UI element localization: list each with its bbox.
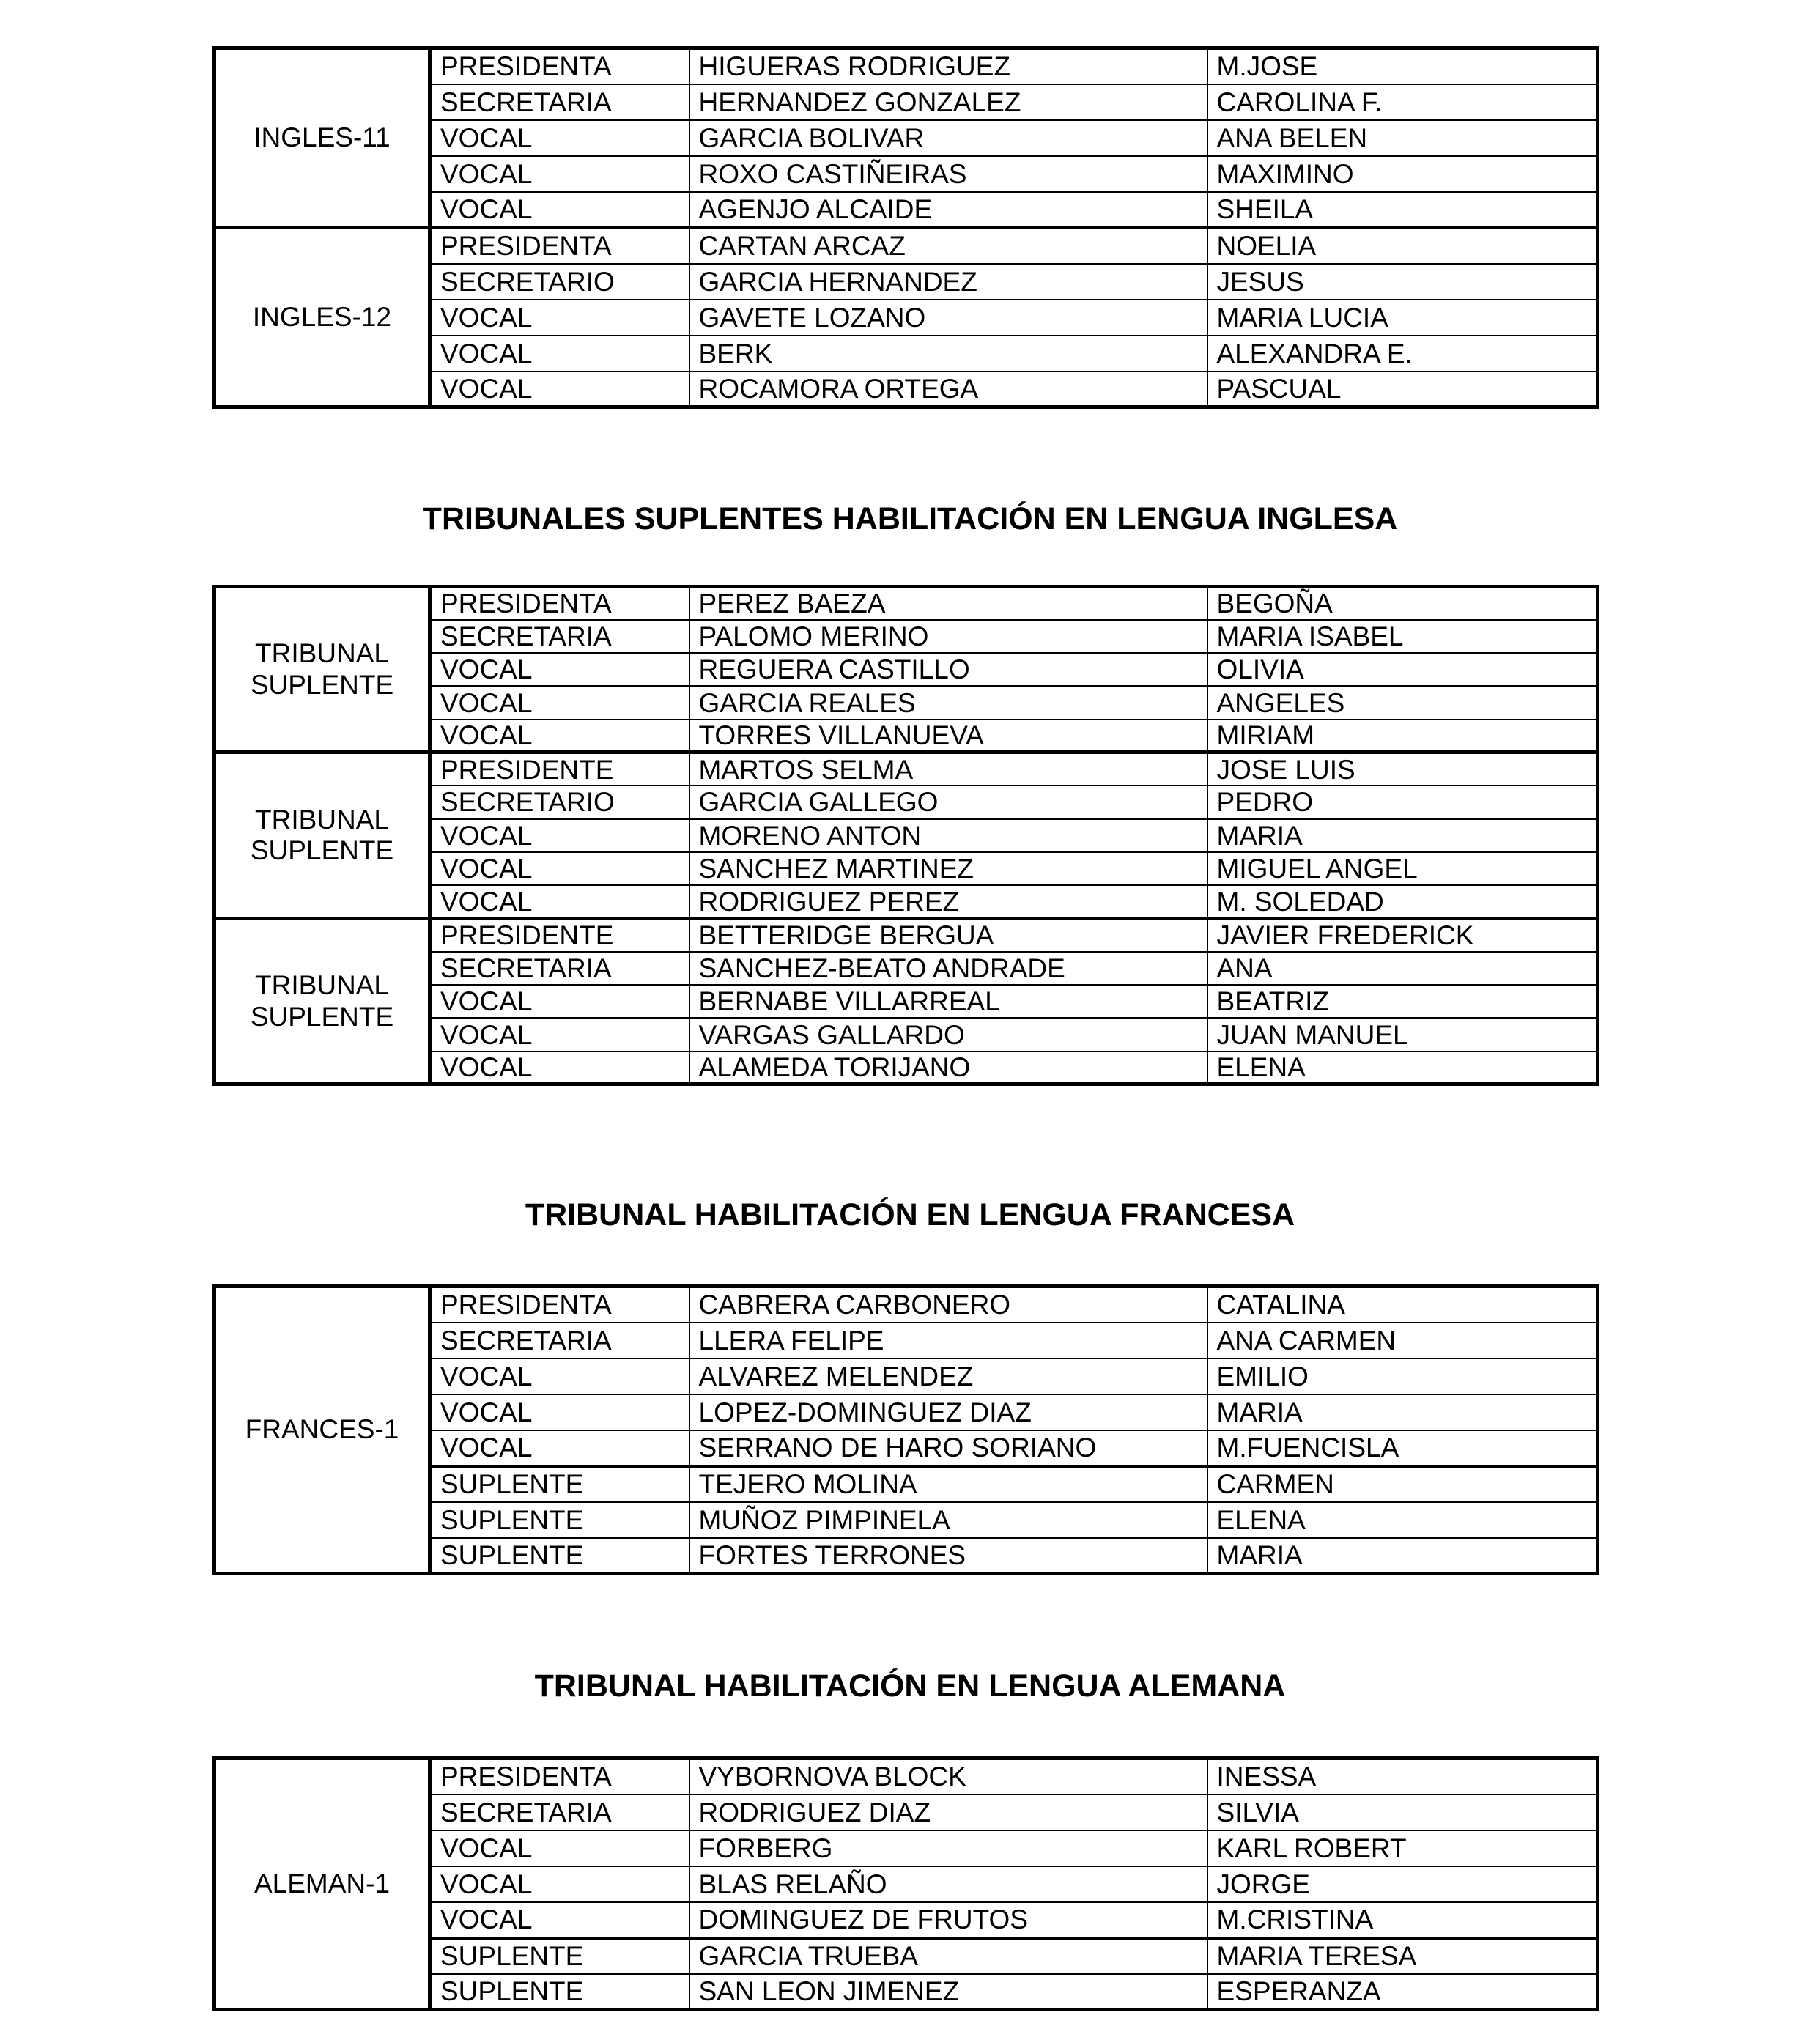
- table-ingles-11-12: [212, 46, 1599, 409]
- member-surname: RODRIGUEZ DIAZ: [689, 1794, 1207, 1830]
- member-role: VOCAL: [430, 985, 689, 1018]
- member-role: VOCAL: [430, 1018, 689, 1051]
- table-row: [215, 753, 1598, 785]
- member-name: M. SOLEDAD: [1207, 885, 1598, 918]
- member-role: VOCAL: [430, 1358, 689, 1394]
- member-surname: TEJERO MOLINA: [689, 1466, 1207, 1502]
- member-name: ALEXANDRA E.: [1207, 336, 1598, 371]
- table-tribunal-frances: [212, 1284, 1599, 1575]
- table-row: [215, 228, 1598, 264]
- member-name: CATALINA: [1207, 1287, 1598, 1323]
- tribunal-label: INGLES-12: [215, 228, 430, 407]
- member-surname: SANCHEZ-BEATO ANDRADE: [689, 952, 1207, 985]
- member-role: PRESIDENTE: [430, 753, 689, 785]
- member-role: PRESIDENTA: [430, 228, 689, 264]
- member-role: VOCAL: [430, 819, 689, 852]
- member-surname: GARCIA BOLIVAR: [689, 120, 1207, 156]
- member-role: SECRETARIA: [430, 84, 689, 120]
- member-role: PRESIDENTE: [430, 918, 689, 951]
- member-role: VOCAL: [430, 371, 689, 407]
- member-surname: BERNABE VILLARREAL: [689, 985, 1207, 1018]
- member-surname: LOPEZ-DOMINGUEZ DIAZ: [689, 1394, 1207, 1430]
- member-surname: CABRERA CARBONERO: [689, 1287, 1207, 1323]
- member-role: SECRETARIA: [430, 620, 689, 653]
- member-role: VOCAL: [430, 192, 689, 228]
- member-role: VOCAL: [430, 1866, 689, 1902]
- member-surname: ROCAMORA ORTEGA: [689, 371, 1207, 407]
- member-name: MIGUEL ANGEL: [1207, 852, 1598, 885]
- member-surname: MUÑOZ PIMPINELA: [689, 1502, 1207, 1538]
- tribunal-label: TRIBUNAL SUPLENTE: [215, 918, 430, 1084]
- tribunal-label: TRIBUNAL SUPLENTE: [215, 753, 430, 918]
- member-role: VOCAL: [430, 852, 689, 885]
- member-name: EMILIO: [1207, 1358, 1598, 1394]
- member-role: VOCAL: [430, 1430, 689, 1466]
- member-surname: GARCIA GALLEGO: [689, 785, 1207, 818]
- member-surname: GARCIA REALES: [689, 686, 1207, 719]
- member-role: VOCAL: [430, 1051, 689, 1084]
- member-surname: VYBORNOVA BLOCK: [689, 1759, 1207, 1794]
- tribunal-label: FRANCES-1: [215, 1287, 430, 1574]
- member-surname: SERRANO DE HARO SORIANO: [689, 1430, 1207, 1466]
- member-surname: DOMINGUEZ DE FRUTOS: [689, 1902, 1207, 1938]
- member-name: MARIA: [1207, 819, 1598, 852]
- member-role: SECRETARIA: [430, 952, 689, 985]
- member-role: SUPLENTE: [430, 1466, 689, 1502]
- member-role: VOCAL: [430, 1902, 689, 1938]
- member-role: SUPLENTE: [430, 1974, 689, 2010]
- table-row: [215, 1759, 1598, 1794]
- member-surname: VARGAS GALLARDO: [689, 1018, 1207, 1051]
- member-surname: SANCHEZ MARTINEZ: [689, 852, 1207, 885]
- member-name: JAVIER FREDERICK: [1207, 918, 1598, 951]
- member-name: OLIVIA: [1207, 653, 1598, 686]
- member-name: MARIA: [1207, 1538, 1598, 1574]
- member-name: ANA: [1207, 952, 1598, 985]
- table-row: [215, 918, 1598, 951]
- member-name: MARIA: [1207, 1394, 1598, 1430]
- member-name: BEGOÑA: [1207, 587, 1598, 620]
- table-row: [215, 587, 1598, 620]
- member-surname: ROXO CASTIÑEIRAS: [689, 156, 1207, 192]
- member-surname: GARCIA TRUEBA: [689, 1938, 1207, 1974]
- member-surname: MORENO ANTON: [689, 819, 1207, 852]
- member-role: PRESIDENTA: [430, 587, 689, 620]
- tribunal-label: TRIBUNAL SUPLENTE: [215, 587, 430, 753]
- member-name: ANA BELEN: [1207, 120, 1598, 156]
- member-role: VOCAL: [430, 156, 689, 192]
- member-role: SECRETARIA: [430, 1323, 689, 1358]
- member-surname: AGENJO ALCAIDE: [689, 192, 1207, 228]
- member-role: PRESIDENTA: [430, 1287, 689, 1323]
- member-role: VOCAL: [430, 1394, 689, 1430]
- table-tribunales-suplentes-ingles: [212, 585, 1599, 1086]
- member-name: CAROLINA F.: [1207, 84, 1598, 120]
- member-role: VOCAL: [430, 1830, 689, 1866]
- table-row: [215, 48, 1598, 84]
- member-surname: SAN LEON JIMENEZ: [689, 1974, 1207, 2010]
- member-name: MARIA TERESA: [1207, 1938, 1598, 1974]
- heading-tribunal-aleman: TRIBUNAL HABILITACIÓN EN LENGUA ALEMANA: [534, 1668, 1286, 1704]
- member-role: VOCAL: [430, 300, 689, 336]
- member-name: M.FUENCISLA: [1207, 1430, 1598, 1466]
- member-name: JUAN MANUEL: [1207, 1018, 1598, 1051]
- member-surname: GARCIA HERNANDEZ: [689, 264, 1207, 300]
- member-name: NOELIA: [1207, 228, 1598, 264]
- member-name: JORGE: [1207, 1866, 1598, 1902]
- member-name: ESPERANZA: [1207, 1974, 1598, 2010]
- member-surname: BETTERIDGE BERGUA: [689, 918, 1207, 951]
- member-name: BEATRIZ: [1207, 985, 1598, 1018]
- heading-tribunales-suplentes-ingles: TRIBUNALES SUPLENTES HABILITACIÓN EN LENGUA INGLESA: [422, 501, 1398, 536]
- member-surname: LLERA FELIPE: [689, 1323, 1207, 1358]
- member-name: MARIA LUCIA: [1207, 300, 1598, 336]
- member-surname: TORRES VILLANUEVA: [689, 720, 1207, 753]
- member-name: JOSE LUIS: [1207, 753, 1598, 785]
- member-surname: RODRIGUEZ PEREZ: [689, 885, 1207, 918]
- member-role: SECRETARIO: [430, 785, 689, 818]
- member-surname: MARTOS SELMA: [689, 753, 1207, 785]
- member-name: PASCUAL: [1207, 371, 1598, 407]
- member-role: VOCAL: [430, 885, 689, 918]
- member-name: M.CRISTINA: [1207, 1902, 1598, 1938]
- member-surname: GAVETE LOZANO: [689, 300, 1207, 336]
- member-role: VOCAL: [430, 120, 689, 156]
- member-surname: FORBERG: [689, 1830, 1207, 1866]
- member-name: ELENA: [1207, 1051, 1598, 1084]
- member-role: VOCAL: [430, 653, 689, 686]
- member-surname: REGUERA CASTILLO: [689, 653, 1207, 686]
- member-name: ANA CARMEN: [1207, 1323, 1598, 1358]
- member-name: INESSA: [1207, 1759, 1598, 1794]
- member-role: VOCAL: [430, 686, 689, 719]
- member-name: PEDRO: [1207, 785, 1598, 818]
- tribunal-label: ALEMAN-1: [215, 1759, 430, 2010]
- member-role: VOCAL: [430, 336, 689, 371]
- member-role: VOCAL: [430, 720, 689, 753]
- member-role: SUPLENTE: [430, 1502, 689, 1538]
- member-name: ELENA: [1207, 1502, 1598, 1538]
- member-surname: PALOMO MERINO: [689, 620, 1207, 653]
- member-role: SUPLENTE: [430, 1938, 689, 1974]
- member-surname: ALAMEDA TORIJANO: [689, 1051, 1207, 1084]
- table-row: [215, 1287, 1598, 1323]
- member-role: SUPLENTE: [430, 1538, 689, 1574]
- member-name: JESUS: [1207, 264, 1598, 300]
- member-name: KARL ROBERT: [1207, 1830, 1598, 1866]
- member-name: CARMEN: [1207, 1466, 1598, 1502]
- member-name: ANGELES: [1207, 686, 1598, 719]
- member-surname: HERNANDEZ GONZALEZ: [689, 84, 1207, 120]
- member-surname: FORTES TERRONES: [689, 1538, 1207, 1574]
- member-role: SECRETARIO: [430, 264, 689, 300]
- member-name: SHEILA: [1207, 192, 1598, 228]
- member-surname: ALVAREZ MELENDEZ: [689, 1358, 1207, 1394]
- table-tribunal-aleman: [212, 1756, 1599, 2011]
- member-role: PRESIDENTA: [430, 1759, 689, 1794]
- member-surname: BLAS RELAÑO: [689, 1866, 1207, 1902]
- member-name: SILVIA: [1207, 1794, 1598, 1830]
- tribunal-label: INGLES-11: [215, 48, 430, 228]
- member-name: MAXIMINO: [1207, 156, 1598, 192]
- member-name: MIRIAM: [1207, 720, 1598, 753]
- heading-tribunal-frances: TRIBUNAL HABILITACIÓN EN LENGUA FRANCESA: [525, 1197, 1295, 1232]
- member-surname: PEREZ BAEZA: [689, 587, 1207, 620]
- member-role: SECRETARIA: [430, 1794, 689, 1830]
- member-role: PRESIDENTA: [430, 48, 689, 84]
- member-name: MARIA ISABEL: [1207, 620, 1598, 653]
- member-name: M.JOSE: [1207, 48, 1598, 84]
- member-surname: CARTAN ARCAZ: [689, 228, 1207, 264]
- member-surname: BERK: [689, 336, 1207, 371]
- member-surname: HIGUERAS RODRIGUEZ: [689, 48, 1207, 84]
